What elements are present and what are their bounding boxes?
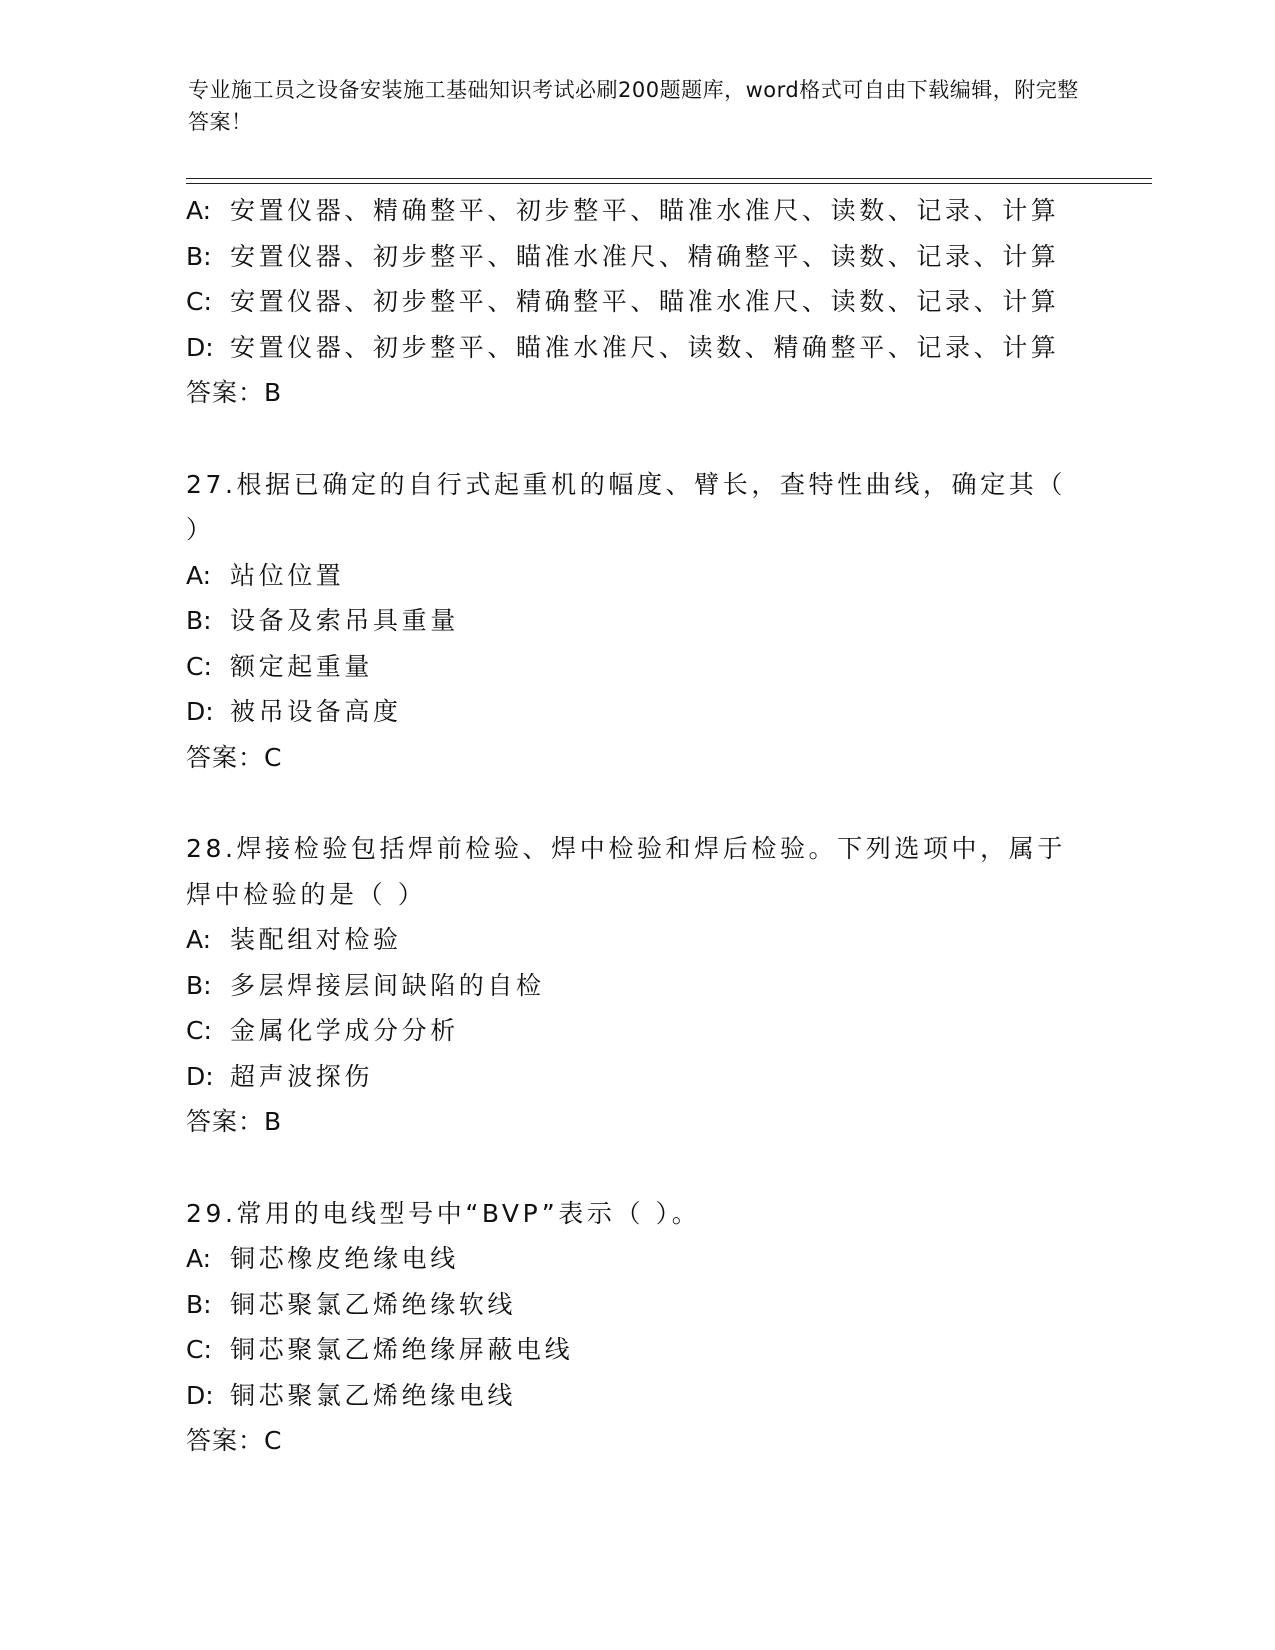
option-label: C: — [186, 1016, 212, 1045]
question-26-continued — [186, 188, 1086, 416]
question-stem: 27.根据已确定的自行式起重机的幅度、臂长，查特性曲线，确定其（ — [186, 469, 1066, 499]
option-label: A: — [186, 1244, 212, 1273]
option-label: D: — [186, 697, 214, 726]
header-divider-bottom — [186, 183, 1152, 184]
option-label: D: — [186, 1061, 214, 1091]
option-label: C: — [186, 287, 212, 316]
header-divider-top — [186, 178, 1152, 179]
option-label: A: — [186, 196, 212, 225]
option-d — [186, 1054, 1086, 1100]
option-text: 安置仪器、初步整平、精确整平、瞄准水准尺、读数、记录、计算 — [230, 287, 1060, 316]
answer-line: 答案：C — [186, 1426, 283, 1455]
question-stem-continued: 焊中检验的是（ ） — [186, 879, 427, 909]
option-text: 站位位置 — [230, 560, 345, 590]
option-label: A: — [186, 560, 212, 590]
option-d — [186, 1373, 1086, 1419]
question-28 — [186, 826, 1086, 1145]
option-c — [186, 279, 1086, 325]
spacer — [186, 416, 1086, 462]
option-b — [186, 1282, 1086, 1328]
option-b — [186, 963, 1086, 1009]
option-a — [186, 188, 1086, 234]
option-a — [186, 553, 1086, 599]
question-27 — [186, 462, 1086, 781]
option-text: 铜芯聚氯乙烯绝缘软线 — [230, 1289, 517, 1319]
option-label: B: — [186, 606, 212, 635]
option-text: 安置仪器、初步整平、瞄准水准尺、读数、精确整平、记录、计算 — [230, 332, 1060, 362]
option-label: A: — [186, 925, 212, 954]
option-c — [186, 1008, 1086, 1054]
question-list — [186, 188, 1086, 1464]
spacer — [186, 780, 1086, 826]
option-text: 设备及索吊具重量 — [230, 606, 459, 635]
question-stem: 29.常用的电线型号中“BVP”表示（ ）。 — [186, 1198, 701, 1228]
option-text: 铜芯橡皮绝缘电线 — [230, 1244, 459, 1273]
option-label: B: — [186, 241, 212, 271]
option-b — [186, 598, 1086, 644]
question-stem-continued: ） — [186, 515, 215, 544]
option-text: 铜芯聚氯乙烯绝缘屏蔽电线 — [230, 1335, 574, 1364]
option-c — [186, 1327, 1086, 1373]
option-label: C: — [186, 651, 212, 681]
option-text: 金属化学成分分析 — [230, 1016, 459, 1045]
option-text: 装配组对检验 — [230, 925, 402, 954]
option-text: 安置仪器、初步整平、瞄准水准尺、精确整平、读数、记录、计算 — [230, 241, 1060, 271]
answer-line: 答案：C — [186, 742, 283, 772]
option-label: B: — [186, 970, 212, 1000]
option-text: 多层焊接层间缺陷的自检 — [230, 970, 545, 1000]
option-text: 额定起重量 — [230, 651, 374, 681]
question-stem: 28.焊接检验包括焊前检验、焊中检验和焊后检验。下列选项中，属于 — [186, 834, 1066, 863]
option-label: B: — [186, 1289, 212, 1319]
question-29 — [186, 1191, 1086, 1464]
option-text: 超声波探伤 — [230, 1061, 374, 1091]
document-header-title: 专业施工员之设备安装施工基础知识考试必刷200题题库，word格式可自由下载编辑，附完整答案！ — [188, 78, 1079, 134]
answer-line: 答案：B — [186, 378, 283, 407]
option-label: D: — [186, 1380, 214, 1410]
option-text: 安置仪器、精确整平、初步整平、瞄准水准尺、读数、记录、计算 — [230, 196, 1060, 225]
option-text: 铜芯聚氯乙烯绝缘电线 — [230, 1380, 517, 1410]
option-label: D: — [186, 332, 214, 362]
option-text: 被吊设备高度 — [230, 697, 402, 726]
spacer — [186, 1145, 1086, 1191]
option-a — [186, 1236, 1086, 1282]
answer-line: 答案：B — [186, 1107, 283, 1136]
option-b — [186, 234, 1086, 280]
option-a — [186, 917, 1086, 963]
option-label: C: — [186, 1335, 212, 1364]
option-c — [186, 644, 1086, 690]
option-d — [186, 689, 1086, 735]
option-d — [186, 325, 1086, 371]
